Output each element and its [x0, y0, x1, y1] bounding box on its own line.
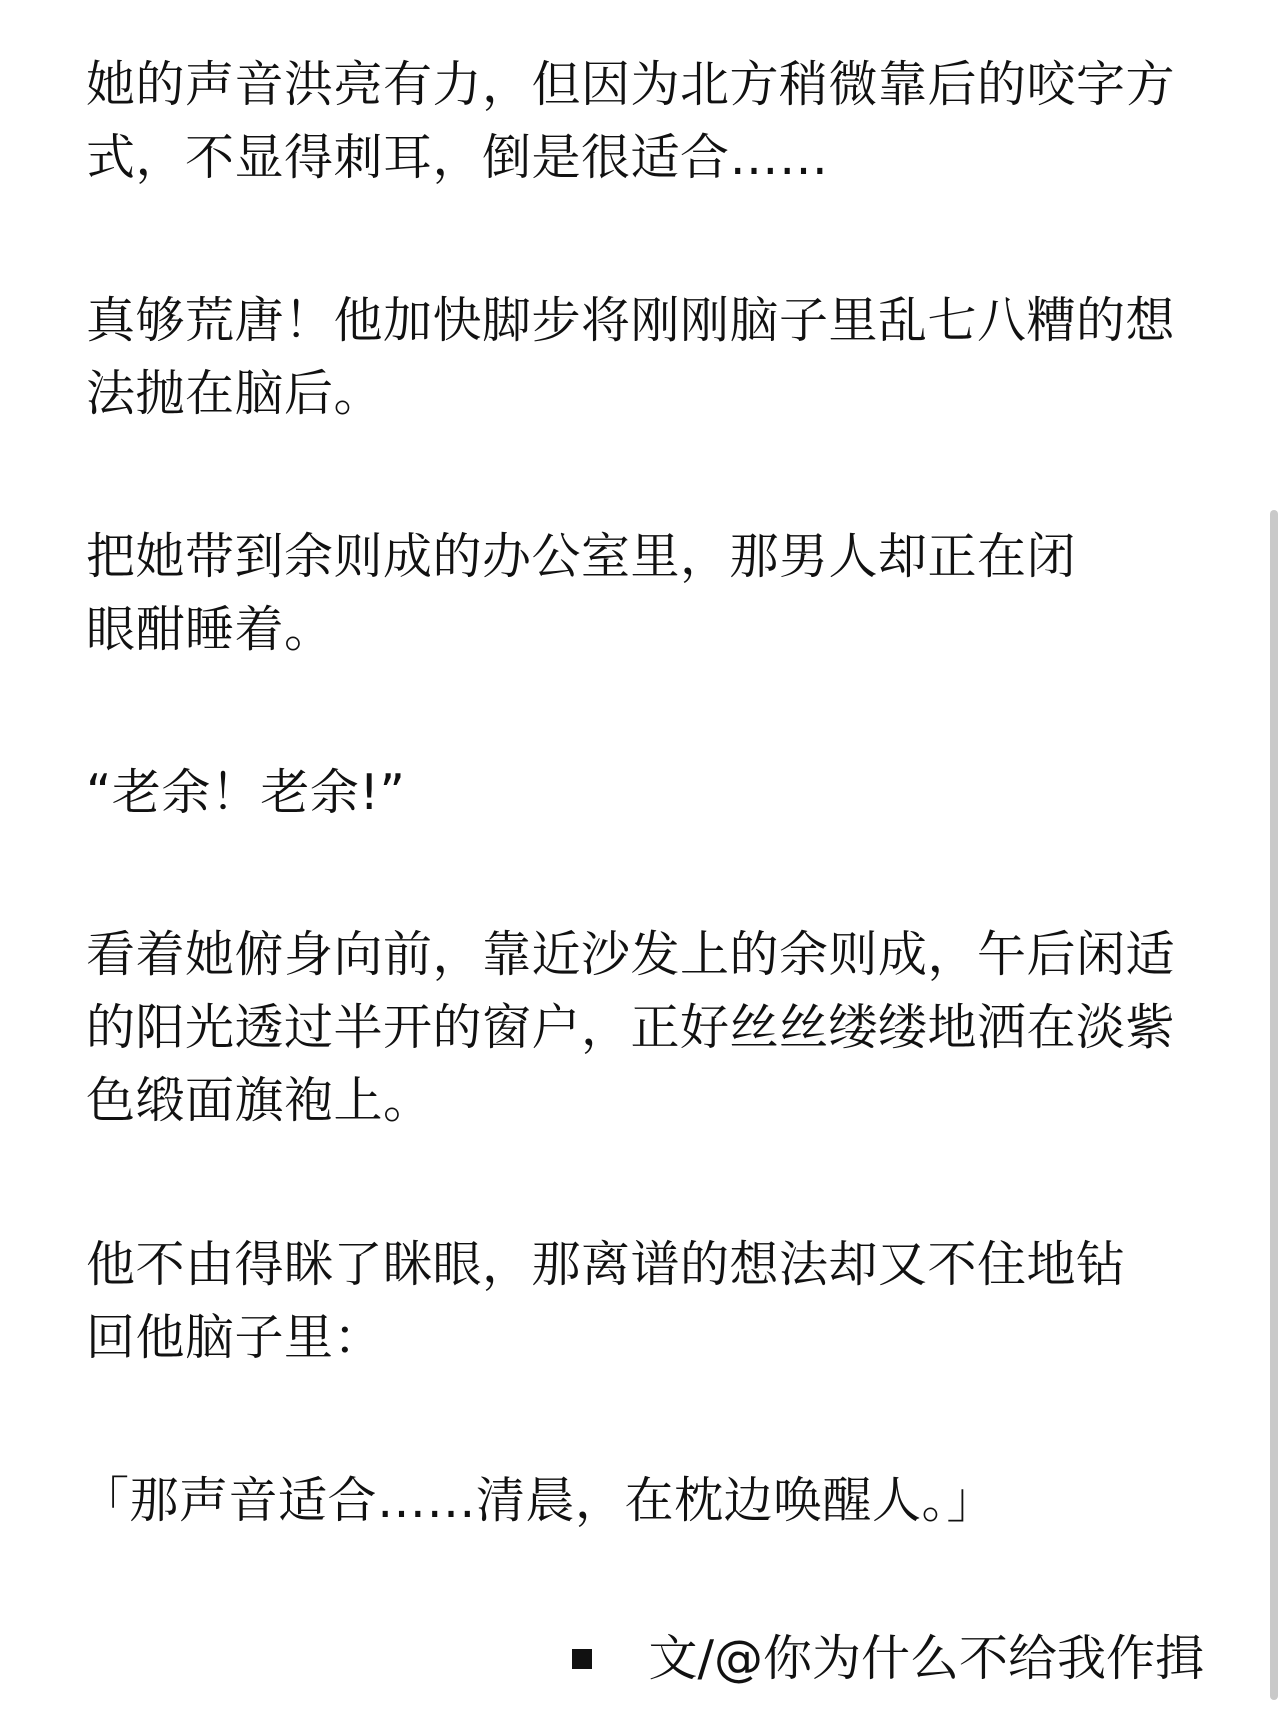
- paragraph-5: 看着她俯身向前，靠近沙发上的余则成，午后闲适的阳光透过半开的窗户，正好丝丝缕缕地洒在淡紫色缎面旗袍上。: [86, 926, 1176, 1129]
- scrollbar[interactable]: [1270, 510, 1278, 1700]
- signature-text: 文/@你为什么不给我作揖: [648, 1630, 1204, 1687]
- paragraph-4-dialogue: “老余！老余!”: [86, 764, 406, 821]
- paragraph-2: 真够荒唐！他加快脚步将刚刚脑子里乱七八糟的想法抛在脑后。: [86, 292, 1176, 422]
- paragraph-3: 把她带到余则成的办公室里，那男人却正在闭 眼酣睡着。: [86, 528, 1077, 658]
- paragraph-7-quote: 「那声音适合……清晨，在枕边唤醒人。」: [80, 1472, 997, 1529]
- black-square-icon: [572, 1649, 592, 1669]
- paragraph-6: 他不由得眯了眯眼，那离谱的想法却又不住地钻 回他脑子里：: [86, 1236, 1126, 1366]
- author-signature: [572, 1622, 1204, 1695]
- paragraph-1: 她的声音洪亮有力，但因为北方稍微靠后的咬字方式，不显得刺耳，倒是很适合……: [86, 56, 1176, 186]
